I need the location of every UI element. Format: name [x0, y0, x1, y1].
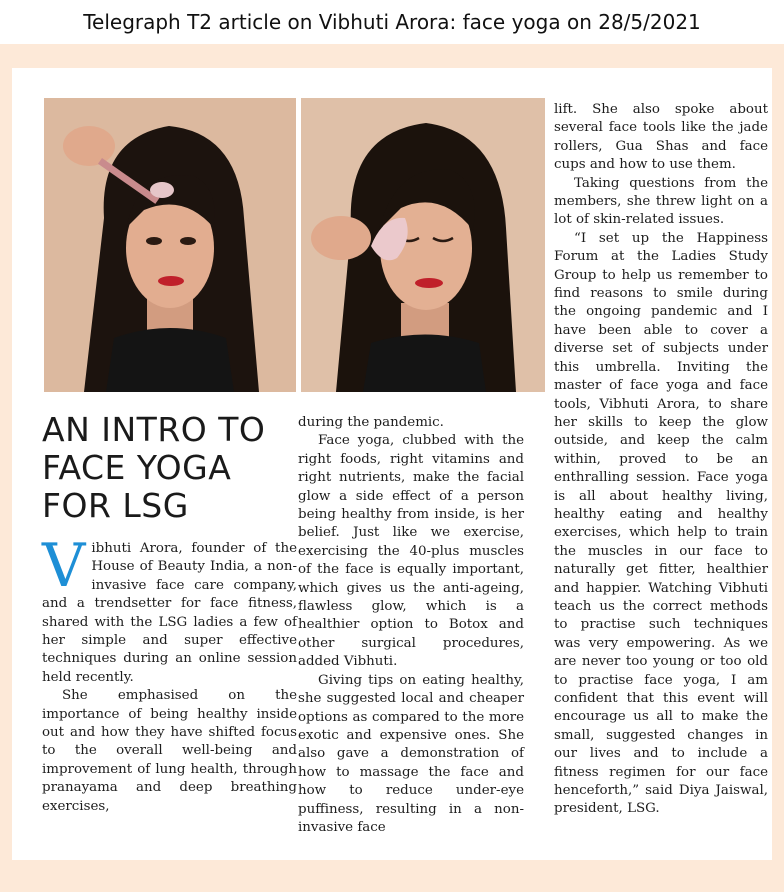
paragraph: Face yoga, clubbed with the right foods, right vitamins and right nutrients, make the facial glow a side effect of a person being healthy from inside, is her belief. Just like we exercise, exercising the 40-plus muscles of the face is equally important, which gives us the anti-ageing, flawless glow, which is a healthier option to Botox and other surgical procedures, added Vibhuti.	[298, 433, 524, 670]
woman-with-roller-illustration	[44, 98, 296, 392]
intro-paragraph	[42, 531, 297, 687]
photo-gua-sha	[301, 98, 545, 392]
caption-title: Telegraph T2 article on Vibhuti Arora: face yoga on 28/5/2021	[0, 0, 784, 44]
paragraph: She emphasised on the importance of being healthy inside out and how they have shifted focus to the overall well-being and improvement of lung health, through pranayama and deep breathing exercises,	[42, 688, 297, 814]
paragraph: Giving tips on eating healthy, she suggested local and cheaper options as compared to the more exotic and expensive ones. She also gave a demonstration of how to massage the face and how to reduce under-eye puffiness, resulting in a non-invasive face	[298, 672, 524, 835]
intro-text: ibhuti Arora, founder of the House of Beauty India, a non-invasive face care company, and a trendsetter for face fitness, shared with the LSG ladies a few of her simple and super effective techniques during an online session held recently.	[42, 541, 297, 685]
article-headline: AN INTRO TO FACE YOGA FOR LSG	[42, 410, 266, 525]
paragraph: during the pandemic.	[298, 415, 444, 430]
article-column-2	[298, 414, 524, 837]
article-page	[12, 68, 772, 860]
paragraph: Taking questions from the members, she threw light on a lot of skin-related issues.	[554, 175, 768, 228]
article-column-3	[554, 101, 768, 819]
woman-with-gua-sha-illustration	[301, 98, 545, 392]
drop-cap: V	[42, 531, 86, 601]
photo-jade-roller	[44, 98, 296, 392]
quote-paragraph: “I set up the Happiness Forum at the Ladies Study Group to help us remember to find reasons to smile during the ongoing pandemic and I have been able to cover a diverse set of subjects under this umbrella. Inviting the master of face yoga and face tools, Vibhuti Arora, to share her skills to keep the glow outside, and keep the calm within, proved to be an enthralling session. Face yoga is all about healthy living, healthy eating and healthy exercises, which help to train the muscles in our face to naturally get fitter, healthier and happier. Watching Vibhuti teach us the correct methods to practise such techniques was very empowering. As we are never too young or too old to practise face yoga, I am confident that this event will encourage us all to make the small, suggested changes in our lives and to include a fitness regimen for our face henceforth,” said Diya Jaiswal, president, LSG.	[554, 230, 768, 817]
paragraph: lift. She also spoke about several face tools like the jade rollers, Gua Shas and face cups and how to use them.	[554, 102, 768, 173]
article-column-1	[42, 531, 297, 816]
